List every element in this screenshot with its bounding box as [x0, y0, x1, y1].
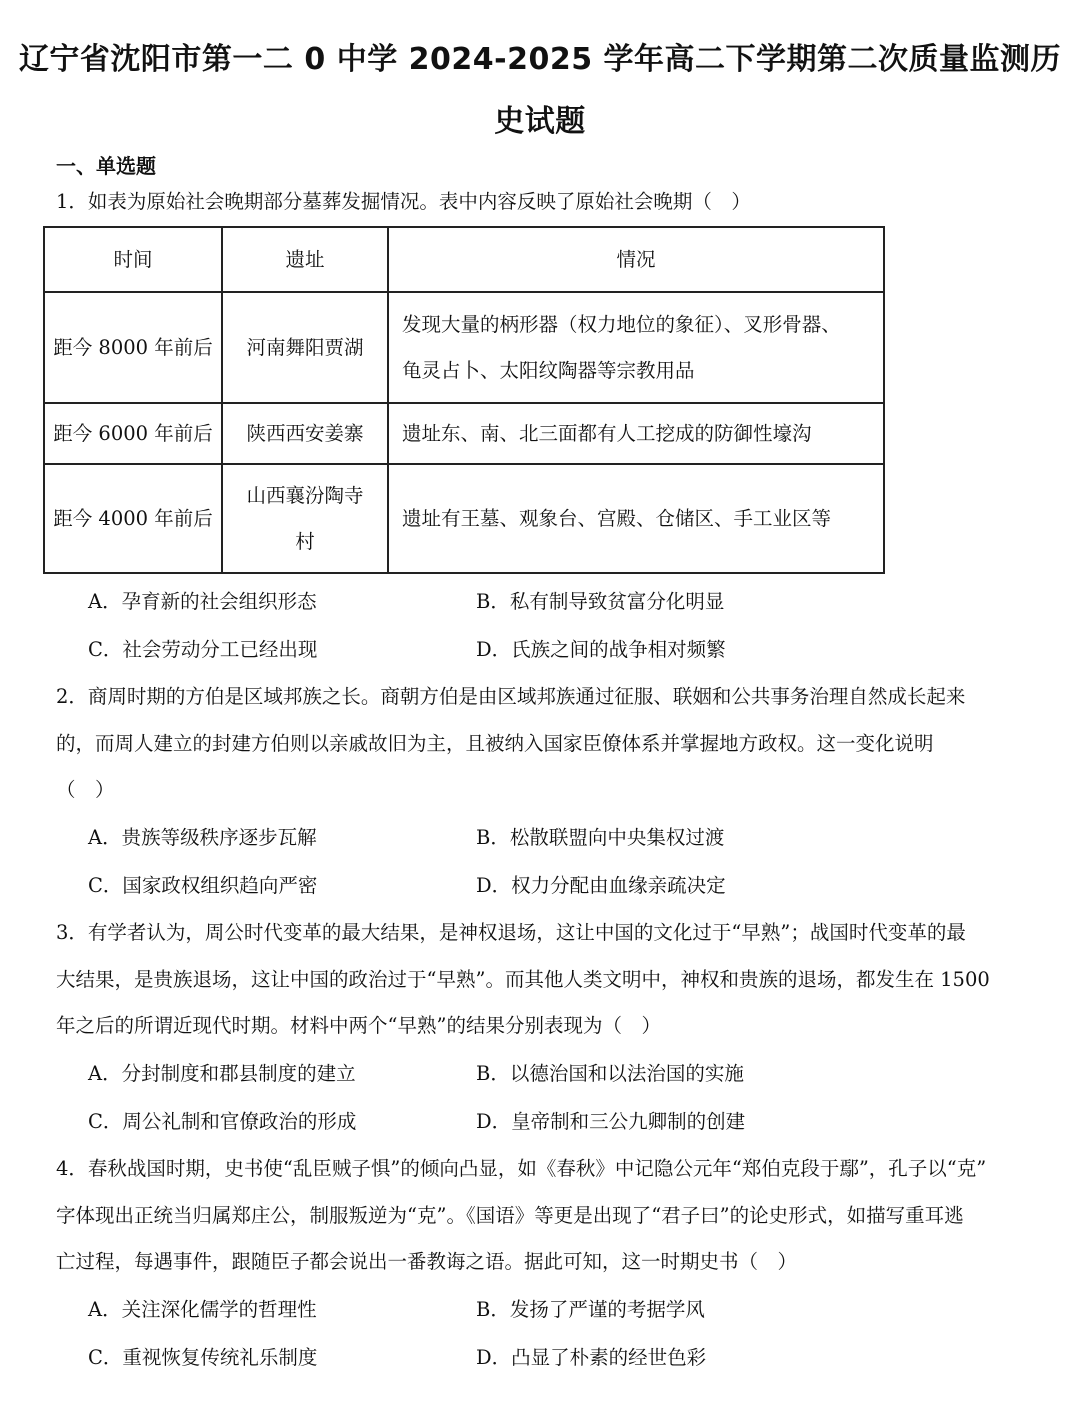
- row3-site: [222, 464, 388, 573]
- table-row: [44, 292, 884, 403]
- q4-stem-line3: 亡过程，每遇事件，跟随臣子都会说出一番教诲之语。据此可知，这一时期史书（ ）: [56, 1250, 798, 1273]
- q4-option-c[interactable]: C．重视恢复传统礼乐制度: [88, 1346, 318, 1369]
- q3-stem-line2: 大结果，是贵族退场，这让中国的政治过于“早熟”。而其他人类文明中，神权和贵族的退场，都发生在 1500: [56, 968, 990, 991]
- row3-site-line2: 村: [295, 529, 315, 553]
- table-row: [44, 464, 884, 573]
- q3-option-d[interactable]: D．皇帝制和三公九卿制的创建: [476, 1110, 746, 1133]
- q1-option-a[interactable]: A．孕育新的社会组织形态: [88, 590, 317, 613]
- table-header-time: 时间: [44, 227, 222, 292]
- table-header-row: [44, 227, 884, 292]
- section-heading: 一、单选题: [56, 154, 156, 178]
- row2-time: 距今 6000 年前后: [44, 403, 222, 464]
- q1-option-d[interactable]: D．氏族之间的战争相对频繁: [476, 638, 726, 661]
- q2-option-d[interactable]: D．权力分配由血缘亲疏决定: [476, 874, 726, 897]
- row2-desc: 遗址东、南、北三面都有人工挖成的防御性壕沟: [388, 403, 884, 464]
- exam-title-line1: 辽宁省沈阳市第一二 0 中学 2024-2025 学年高二下学期第二次质量监测历: [18, 42, 1062, 77]
- q3-option-c[interactable]: C．周公礼制和官僚政治的形成: [88, 1110, 357, 1133]
- q2-stem-line2: 的，而周人建立的封建方伯则以亲戚故旧为主，且被纳入国家臣僚体系并掌握地方政权。这一变化说明: [56, 732, 934, 755]
- q4-stem-line1: 4．春秋战国时期，史书使“乱臣贼子惧”的倾向凸显，如《春秋》中记隐公元年“郑伯克段于鄢”，孔子以“克”: [56, 1157, 987, 1180]
- row1-time: 距今 8000 年前后: [44, 292, 222, 403]
- q4-stem-line2: 字体现出正统当归属郑庄公，制服叛逆为“克”。《国语》等更是出现了“君子曰”的论史形式，如描写重耳逃: [56, 1204, 964, 1227]
- table-header-site: 遗址: [222, 227, 388, 292]
- row1-site: 河南舞阳贾湖: [222, 292, 388, 403]
- q3-stem-line3: 年之后的所谓近现代时期。材料中两个“早熟”的结果分别表现为（ ）: [56, 1014, 661, 1037]
- table-row: [44, 403, 884, 464]
- q1-table: [43, 226, 885, 574]
- q3-option-b[interactable]: B．以德治国和以法治国的实施: [476, 1062, 744, 1085]
- q2-stem-line1: 2．商周时期的方伯是区域邦族之长。商朝方伯是由区域邦族通过征服、联姻和公共事务治理自然成长起来: [56, 685, 966, 708]
- q4-option-b[interactable]: B．发扬了严谨的考据学风: [476, 1298, 705, 1321]
- q3-stem-line1: 3．有学者认为，周公时代变革的最大结果，是神权退场，这让中国的文化过于“早熟”；战国时代变革的最: [56, 921, 966, 944]
- row1-desc: [388, 292, 884, 403]
- q2-option-c[interactable]: C．国家政权组织趋向严密: [88, 874, 318, 897]
- row3-time: 距今 4000 年前后: [44, 464, 222, 573]
- row2-site: 陕西西安姜寨: [222, 403, 388, 464]
- q2-stem-line3: （ ）: [56, 778, 115, 801]
- q2-option-a[interactable]: A．贵族等级秩序逐步瓦解: [88, 826, 317, 849]
- q1-option-c[interactable]: C．社会劳动分工已经出现: [88, 638, 318, 661]
- row1-desc-line2: 龟灵占卜、太阳纹陶器等宗教用品: [402, 358, 695, 382]
- q1-option-b[interactable]: B．私有制导致贫富分化明显: [476, 590, 725, 613]
- q1-stem: 1．如表为原始社会晚期部分墓葬发掘情况。表中内容反映了原始社会晚期（ ）: [56, 190, 751, 213]
- q2-option-b[interactable]: B．松散联盟向中央集权过渡: [476, 826, 725, 849]
- q4-option-d[interactable]: D．凸显了朴素的经世色彩: [476, 1346, 707, 1369]
- row3-desc: 遗址有王墓、观象台、宫殿、仓储区、手工业区等: [388, 464, 884, 573]
- row3-site-line1: 山西襄汾陶寺: [246, 483, 364, 507]
- q4-option-a[interactable]: A．关注深化儒学的哲理性: [88, 1298, 317, 1321]
- exam-title-line2: 史试题: [494, 104, 586, 139]
- table-header-situation: 情况: [388, 227, 884, 292]
- q3-option-a[interactable]: A．分封制度和郡县制度的建立: [88, 1062, 356, 1085]
- row1-desc-line1: 发现大量的柄形器（权力地位的象征）、叉形骨器、: [402, 312, 841, 336]
